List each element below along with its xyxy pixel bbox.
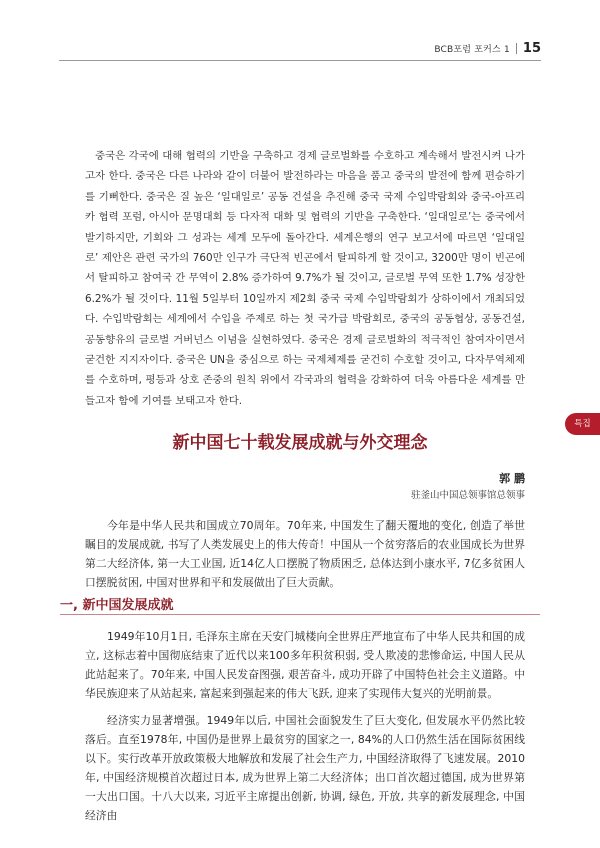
body-block-1 (85, 627, 525, 703)
header-divider (516, 43, 517, 54)
korean-paragraph: 중국은 각국에 대해 협력의 기반을 구축하고 경제 글로벌화를 수호하고 계속해서 발전시켜 나가고자 한다. 중국은 다른 나라와 같이 더불어 발전하라는 마음을 품고 중국의 발전에 함께 편승하기를 기뻐한다. 중국은 질 높은 ‘일대일로’ 공동 건설을 추진해 중국 국제 수입박람회와 중국-아프리카 협력 포럼, 아시아 문명대회 등 다자적 대화 및 협력의 기반을 구축한다. ‘일대일로’는 중국에서 발기하지만, 기회와 그 성과는 세계 모두에 돌아간다. 세계은행의 연구 보고서에 따르면 ‘일대일로’ 제안은 관련 국가의 760만 인구가 극단적 빈곤에서 탈피하게 할 것이고, 3200만 명이 빈곤에서 탈피하고 참여국 간 무역이 2.8% 증가하여 9.7%가 될 것이고, 글로벌 무역 또한 1.7% 성장한 6.2%가 될 것이다. 11월 5일부터 10일까지 제2회 중국 국제 수입박람회가 상하이에서 개최되었다. 수입박람회는 세계에서 수입을 주제로 하는 첫 국가급 박람회로, 중국의 공동협상, 공동건설, 공동향유의 글로벌 거버넌스 이념을 실현하였다. 중국은 경제 글로벌화의 적극적인 참여자이면서 굳건한 지지자이다. 중국은 UN을 중심으로 하는 국제체제를 굳건히 수호할 것이고, 다자무역체제를 수호하며, 평등과 상호 존중의 원칙 위에서 각국과의 협력을 강화하여 더욱 아름다운 세계를 만들고자 함에 기여를 보태고자 한다. (85, 150, 525, 407)
header-section-label: BCB포럼 포커스 1 (434, 44, 510, 55)
intro-block (85, 516, 525, 592)
section-heading: 一, 新中国发展成就 (60, 598, 174, 613)
intro-paragraph: 今年是中华人民共和国成立70周年。70年来, 中国发生了翻天覆地的变化, 创造了举世瞩目的发展成就, 书写了人类发展史上的伟大传奇！中国从一个贫穷落后的农业国成长为世界第二大经济体, 第一大工业国, 近14亿人口摆脱了物质困乏, 总体达到小康水平, 7亿多贫困人口摆脱贫困, 中国对世界和平和发展做出了巨大贡献。 (85, 519, 525, 589)
body-paragraph-2: 经济实力显著增强。1949年以后, 中国社会面貌发生了巨大变化, 但发展水平仍然比较落后。直至1978年, 中国仍是世界上最贫穷的国家之一, 84%的人口仍然生活在国际贫困线以下。实行改革开放政策极大地解放和发展了社会生产力, 中国经济取得了飞速发展。2010年, 中国经济规模首次超过日本, 成为世界上第二大经济体；出口首次超过德国, 成为世界第一大出口国。十八大以来, 习近平主席提出创新, 协调, 绿色, 开放, 共享的新发展理念, 中国经济由 (85, 714, 525, 822)
body-block-2 (85, 711, 525, 825)
korean-text-block (85, 146, 525, 411)
page-number: 15 (522, 40, 541, 56)
article-title: 新中国七十载发展成就与外交理念 (172, 433, 428, 453)
header-rule (59, 60, 541, 61)
section-side-tab: 특집 (565, 413, 600, 435)
running-header (434, 40, 541, 56)
author-name: 郭 鹏 (499, 472, 525, 485)
body-paragraph-1: 1949年10月1日, 毛泽东主席在天安门城楼向全世界庄严地宣布了中华人民共和国的成立, 这标志着中国彻底结束了近代以来100多年积贫积弱, 受人欺凌的悲惨命运, 中国人民从此站起来了。70年来, 中国人民发奋图强, 艰苦奋斗, 成功开辟了中国特色社会主义道路。中华民族迎来了从站起来, 富起来到强起来的伟大飞跃, 迎来了实现伟大复兴的光明前景。 (85, 630, 525, 700)
author-title: 驻釜山中国总领事馆总领事 (410, 490, 525, 501)
section-heading-rule (60, 614, 540, 615)
